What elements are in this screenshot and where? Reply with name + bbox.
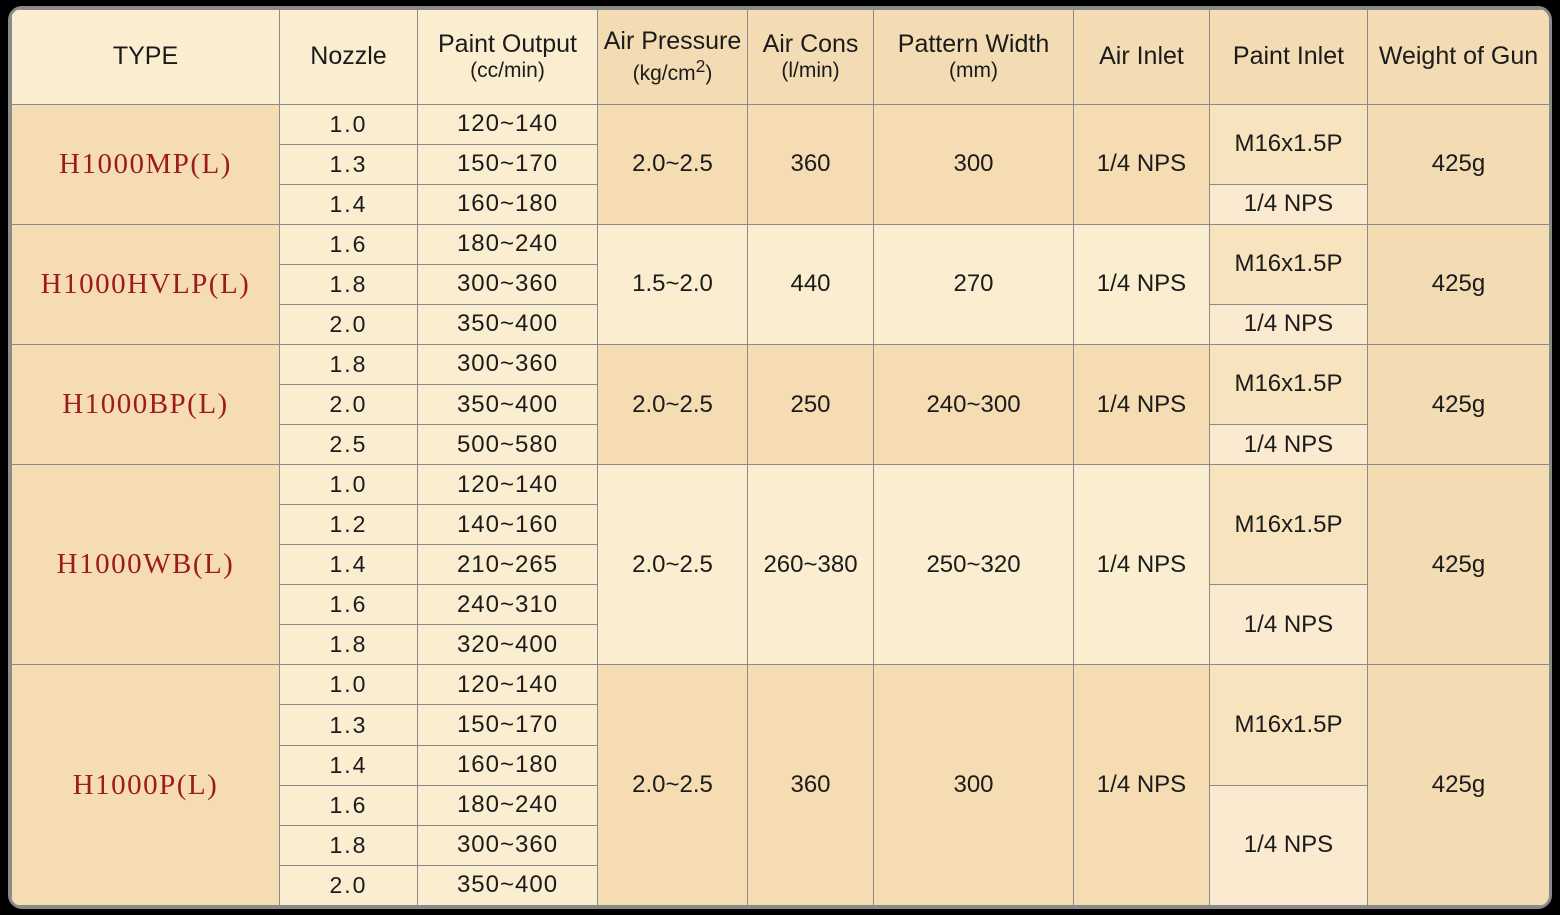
header-nozzle: Nozzle	[280, 10, 418, 105]
cell-air-cons: 360	[748, 104, 874, 224]
header-paint-inlet: Paint Inlet	[1210, 10, 1368, 105]
table-row	[12, 344, 1550, 384]
cell-paint-output: 210~265	[418, 545, 598, 585]
cell-paint-inlet-primary: M16x1.5P	[1210, 104, 1368, 184]
cell-nozzle: 1.2	[280, 505, 418, 545]
cell-paint-inlet-primary: M16x1.5P	[1210, 665, 1368, 785]
cell-nozzle: 2.0	[280, 384, 418, 424]
header-type: TYPE	[12, 10, 280, 105]
cell-nozzle: 2.5	[280, 425, 418, 465]
cell-pattern-width: 300	[874, 104, 1074, 224]
cell-paint-output: 120~140	[418, 104, 598, 144]
cell-nozzle: 1.0	[280, 665, 418, 705]
cell-paint-output: 300~360	[418, 825, 598, 865]
cell-nozzle: 1.8	[280, 264, 418, 304]
cell-nozzle: 1.4	[280, 184, 418, 224]
cell-nozzle: 1.8	[280, 344, 418, 384]
cell-paint-output: 350~400	[418, 865, 598, 905]
cell-paint-inlet-primary: M16x1.5P	[1210, 224, 1368, 304]
header-air-pressure-unit: $(kg/cm^2)$	[632, 56, 713, 86]
cell-type: H1000BP(L)	[12, 344, 280, 464]
cell-paint-inlet-secondary: 1/4 NPS	[1210, 785, 1368, 905]
cell-pattern-width: 250~320	[874, 465, 1074, 665]
cell-air-inlet: 1/4 NPS	[1074, 224, 1210, 344]
cell-paint-output: 160~180	[418, 184, 598, 224]
cell-nozzle: 2.0	[280, 304, 418, 344]
cell-paint-output: 180~240	[418, 224, 598, 264]
cell-paint-output: 500~580	[418, 425, 598, 465]
table-header-row	[12, 10, 1550, 105]
table-row	[12, 104, 1550, 144]
cell-paint-inlet-primary: M16x1.5P	[1210, 465, 1368, 585]
cell-nozzle: 2.0	[280, 865, 418, 905]
cell-paint-output: 300~360	[418, 264, 598, 304]
cell-paint-output: 150~170	[418, 144, 598, 184]
cell-paint-output: 120~140	[418, 665, 598, 705]
cell-pattern-width: 270	[874, 224, 1074, 344]
cell-weight: 425g	[1368, 344, 1550, 464]
cell-air-inlet: 1/4 NPS	[1074, 344, 1210, 464]
cell-air-inlet: 1/4 NPS	[1074, 104, 1210, 224]
cell-paint-inlet-secondary: 1/4 NPS	[1210, 184, 1368, 224]
cell-nozzle: 1.4	[280, 545, 418, 585]
cell-paint-output: 320~400	[418, 625, 598, 665]
cell-weight: 425g	[1368, 224, 1550, 344]
cell-type: H1000P(L)	[12, 665, 280, 906]
cell-nozzle: 1.4	[280, 745, 418, 785]
cell-type: H1000WB(L)	[12, 465, 280, 665]
spec-table-card	[8, 6, 1552, 909]
cell-paint-output: 120~140	[418, 465, 598, 505]
cell-nozzle: 1.8	[280, 825, 418, 865]
cell-air-inlet: 1/4 NPS	[1074, 665, 1210, 906]
cell-air-pressure: 2.0~2.5	[598, 665, 748, 906]
cell-nozzle: 1.8	[280, 625, 418, 665]
cell-type: H1000MP(L)	[12, 104, 280, 224]
table-row	[12, 665, 1550, 705]
cell-paint-output: 240~310	[418, 585, 598, 625]
cell-air-inlet: 1/4 NPS	[1074, 465, 1210, 665]
cell-nozzle: 1.0	[280, 104, 418, 144]
cell-nozzle: 1.3	[280, 705, 418, 745]
cell-paint-output: 350~400	[418, 304, 598, 344]
cell-pattern-width: 300	[874, 665, 1074, 906]
table-row	[12, 224, 1550, 264]
cell-type: H1000HVLP(L)	[12, 224, 280, 344]
header-air-cons: Air Cons (l/min)	[748, 10, 874, 105]
cell-weight: 425g	[1368, 465, 1550, 665]
cell-paint-output: 180~240	[418, 785, 598, 825]
cell-weight: 425g	[1368, 665, 1550, 906]
cell-paint-inlet-secondary: 1/4 NPS	[1210, 425, 1368, 465]
cell-paint-output: 150~170	[418, 705, 598, 745]
cell-air-cons: 260~380	[748, 465, 874, 665]
cell-air-pressure: 2.0~2.5	[598, 465, 748, 665]
header-weight-of-gun: Weight of Gun	[1368, 10, 1550, 105]
cell-paint-inlet-primary: M16x1.5P	[1210, 344, 1368, 424]
cell-air-pressure: 1.5~2.0	[598, 224, 748, 344]
cell-weight: 425g	[1368, 104, 1550, 224]
cell-air-pressure: 2.0~2.5	[598, 104, 748, 224]
cell-nozzle: 1.6	[280, 585, 418, 625]
cell-nozzle: 1.6	[280, 224, 418, 264]
cell-pattern-width: 240~300	[874, 344, 1074, 464]
cell-air-cons: 440	[748, 224, 874, 344]
cell-paint-inlet-secondary: 1/4 NPS	[1210, 585, 1368, 665]
cell-nozzle: 1.3	[280, 144, 418, 184]
header-pattern-width: Pattern Width (mm)	[874, 10, 1074, 105]
table-row	[12, 465, 1550, 505]
cell-air-cons: 250	[748, 344, 874, 464]
header-air-pressure: Air Pressure $(kg/cm^2)$	[598, 10, 748, 105]
header-air-inlet: Air Inlet	[1074, 10, 1210, 105]
header-paint-output: Paint Output (cc/min)	[418, 10, 598, 105]
cell-air-cons: 360	[748, 665, 874, 906]
specification-table	[11, 9, 1550, 906]
cell-paint-output: 160~180	[418, 745, 598, 785]
cell-paint-output: 350~400	[418, 384, 598, 424]
cell-paint-output: 140~160	[418, 505, 598, 545]
cell-paint-inlet-secondary: 1/4 NPS	[1210, 304, 1368, 344]
cell-nozzle: 1.6	[280, 785, 418, 825]
cell-paint-output: 300~360	[418, 344, 598, 384]
cell-nozzle: 1.0	[280, 465, 418, 505]
cell-air-pressure: 2.0~2.5	[598, 344, 748, 464]
